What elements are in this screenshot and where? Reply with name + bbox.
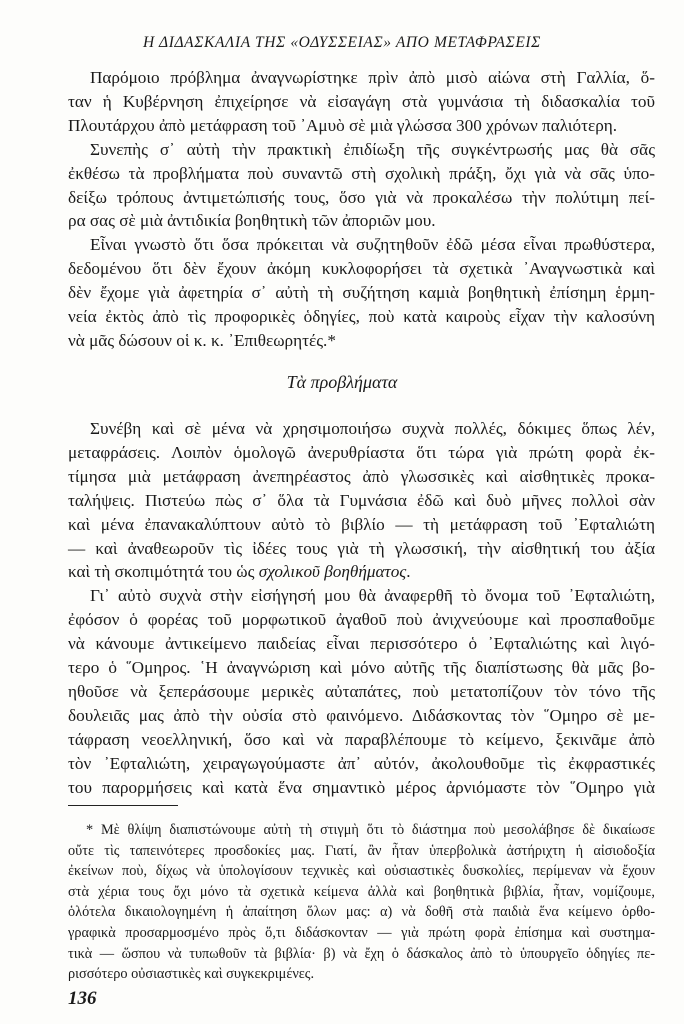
line-text: τὸν ᾿Εφταλιώτη, χειραγωγούμαστε ἀπ᾿ αὐτόν, ἀκολουθοῦμε τὶς ἐκφραστικές xyxy=(68,753,655,773)
text-line xyxy=(68,162,655,186)
line-text: Γι᾿ αὐτὸ συχνὰ στὴν εἰσήγησή μου θὰ ἀναφερθῆ τὸ ὄνομα τοῦ ᾿Εφταλιώτη, xyxy=(90,586,655,606)
text-line xyxy=(68,608,655,632)
text-line xyxy=(68,186,655,210)
text-line xyxy=(68,305,655,329)
text-line xyxy=(68,441,655,465)
text-line xyxy=(68,680,655,704)
text-line xyxy=(68,281,655,305)
running-head: Η ΔΙΔΑΣΚΑΛΙΑ ΤΗΣ «ΟΔΥΣΣΕΙΑΣ» ΑΠΟ ΜΕΤΑΦΡΑΣΕΙΣ xyxy=(143,34,541,51)
footnote-line: * Μὲ θλίψη διαπιστώνουμε αὐτὴ τὴ στιγμὴ ὅτι τὸ διάστημα ποὺ μεσολάβησε δὲ δικαίωσε xyxy=(86,822,655,838)
line-text: τερο ὁ ῞Ομηρος. ῾Η ἀναγνώριση καὶ μόνο αὐτῆς τῆς διαπίστωσης θὰ μᾶς βο- xyxy=(68,658,655,678)
text-line xyxy=(68,537,655,561)
text-line xyxy=(68,138,655,162)
text-line xyxy=(68,114,655,138)
line-text: Συνεπὴς σ᾿ αὐτὴ τὴν πρακτικὴ ἐπιδίωξη τῆς συγκέντρωσής μας θὰ σᾶς xyxy=(90,139,655,159)
line-text: δείξω τρόπους ἀντιμετώπισής τους, ὅσο γιὰ νὰ προκαλέσω τὴν πολύτιμη πεί- xyxy=(68,187,655,207)
text-line xyxy=(68,560,655,584)
body-section-2 xyxy=(68,417,655,800)
text-line xyxy=(68,329,655,353)
text-line xyxy=(68,632,655,656)
section-heading: Τὰ προβλήματα xyxy=(286,372,398,392)
line-text: ἐφόσον ὁ φορέας τοῦ μορφωτικοῦ ἀγαθοῦ ποὺ ἀνιχνεύουμε καὶ προσπαθοῦμε xyxy=(68,610,655,630)
line-text: ηθοῦσε νὰ ξεπεράσουμε μερικὲς αὐταπάτες, ποὺ μετατοπίζουν τὸν τόνο τῆς xyxy=(68,681,655,701)
line-text: τάφραση νεοελληνική, ὅσο καὶ νὰ παραβλέπουμε τὸ κείμενο, ξεκινᾶμε ἀπὸ xyxy=(68,729,655,749)
text-line xyxy=(68,584,655,608)
text-line xyxy=(68,66,655,90)
line-text: ταλήψεις. Πιστεύω πὼς σ᾿ ὅλα τὰ Γυμνάσια ἐδῶ καὶ δυὸ μῆνες πολλοὶ σὰν xyxy=(68,490,655,510)
text-line xyxy=(68,776,655,800)
text-line xyxy=(68,257,655,281)
line-text: μεταφράσεις. Λοιπὸν ὁμολογῶ ἀνερυθρίαστα ὅτι τώρα γιὰ πρώτη φορὰ ἐκ- xyxy=(68,442,655,462)
line-text: Εἶναι γνωστὸ ὅτι ὅσα πρόκειται νὰ συζητηθοῦν ἐδῶ μέσα εἶναι πρωθύστερα, xyxy=(90,235,655,255)
page-number: 136 xyxy=(68,988,97,1009)
line-text: τίμησα μιὰ μετάφραση ἀνεπηρέαστος ἀπὸ γλωσσικὲς καὶ αἰσθητικὲς προκα- xyxy=(68,466,655,486)
text-line xyxy=(68,656,655,680)
line-text: καὶ τὴ σκοπιμότητά του ὡς xyxy=(68,562,259,582)
line-text: καὶ μένα ἐπανακαλύπτουν αὐτὸ τὸ βιβλίο — τὴ μετάφραση τοῦ ᾿Εφταλιώτη xyxy=(68,514,655,534)
footnote-line: ἐκείνων ποὺ, δίχως νὰ ὑπολογίσουν τεχνικὲς καὶ οὐσιαστικὲς δυσκολίες, περίμεναν νὰ ἔχουν xyxy=(68,863,655,880)
footnote-line: στὰ χέρια τους ὄχι μόνο τὰ σχετικὰ κείμενα ἀλλὰ καὶ βοηθητικὰ βιβλία, ἦταν, νομίζουμε, xyxy=(68,883,655,900)
line-text: ἐκθέσω τὰ προβλήματα ποὺ συναντῶ στὴ σχολικὴ πράξη, ὄχι γιὰ νὰ σᾶς ὑπο- xyxy=(68,163,655,183)
text-line xyxy=(68,417,655,441)
line-text: — καὶ ἀναθεωροῦν τὶς ἰδέες τους γιὰ τὴ γλωσσική, τὴν αἰσθητική του ἀξία xyxy=(68,538,655,558)
footnote-line: ὁλότελα δικαιολογημένη ἡ ἀπαίτηση ὅλων μας: α) νὰ δοθῆ στὰ παιδιὰ ἕνα κείμενο ὀρθο- xyxy=(68,904,655,921)
line-text: Πλουτάρχου ἀπὸ μετάφραση τοῦ ᾿Αμυὸ σὲ μιὰ γλώσσα 300 χρόνων παλιότερη. xyxy=(68,115,618,135)
text-line xyxy=(68,233,655,257)
line-text: του παρορμήσεις καὶ κατὰ ἕνα σημαντικὸ μέρος ἀρνιόμαστε τὸν ῞Ομηρο γιὰ xyxy=(68,777,655,797)
line-text: νὰ κάνουμε ἀντικείμενο παιδείας εἶναι περισσότερο ὁ ᾿Εφταλιώτης καὶ λιγό- xyxy=(68,634,655,654)
line-text: ρα σας σὲ μιὰ ἀντιδικία βοηθητικὴ τῶν ἀποριῶν μου. xyxy=(68,211,436,231)
text-line xyxy=(68,513,655,537)
footnote-line: τικὰ — ὥσπου νὰ τυπωθοῦν τὰ βιβλία· β) νὰ ἔχη ὁ δάσκαλος ἀπὸ τὸ ὑπουργεῖο ὁδηγίες πε- xyxy=(68,945,655,962)
body-section-1 xyxy=(68,66,655,353)
text-line xyxy=(68,90,655,114)
line-text: δουλειᾶς μας ἀπὸ τὴν οὐσία στὸ φαινόμενο. Διδάσκοντας τὸν ῞Ομηρο σὲ με- xyxy=(68,705,655,725)
line-text: Παρόμοιο πρόβλημα ἀναγνωρίστηκε πρὶν ἀπὸ μισὸ αἰώνα στὴ Γαλλία, ὅ- xyxy=(90,68,655,87)
text-line xyxy=(68,752,655,776)
line-text: νεία ἐκτὸς ἀπὸ τὶς προφορικὲς ὁδηγίες, ποὺ κατὰ καιροὺς εἶχαν τὴν καλοσύνη xyxy=(68,307,655,327)
line-text: νὰ μᾶς δώσουν οἱ κ. κ. ᾿Επιθεωρητές.* xyxy=(68,330,336,350)
text-line xyxy=(68,728,655,752)
line-text: ταν ἡ Κυβέρνηση ἐπιχείρησε νὰ εἰσαγάγη στὰ γυμνάσια τὴ διδασκαλία τοῦ xyxy=(68,91,655,111)
footnote-divider xyxy=(68,805,178,806)
text-line xyxy=(68,209,655,233)
footnote-line: γραφικὰ προσαρμοσμένο πρὸς ὅ,τι διδάσκονταν — γιὰ πρώτη φορὰ ἐπίσημα καὶ συστημα- xyxy=(68,924,655,941)
footnote-line: οὔτε τὶς ταπεινότερες προσδοκίες μας. Γιατί, ἂν ἦταν ὑπερβολικὰ ἀστήριχτη ἡ αἰσιοδοξία xyxy=(68,842,655,859)
line-text: δεδομένου ὅτι δὲν ἔχουν ἀκόμη κυκλοφορήσει τὰ σχετικὰ ᾿Αναγνωστικὰ καὶ xyxy=(68,259,655,279)
text-line xyxy=(68,465,655,489)
italic-phrase: σχολικοῦ βοηθήματος xyxy=(258,562,407,582)
line-text: . xyxy=(406,562,411,582)
text-line xyxy=(68,489,655,513)
line-text: Συνέβη καὶ σὲ μένα νὰ χρησιμοποιήσω συχνὰ πολλές, δόκιμες ὅπως λέν, xyxy=(90,419,655,438)
line-text: δὲν ἔχομε γιὰ ἀφετηρία σ᾿ αὐτὴ τὴ συζήτηση καμιὰ βοηθητικὴ ἐπίσημη ἑρμη- xyxy=(68,283,655,303)
footnote-line: ρισσότερο οὐσιαστικὲς καὶ συγκεκριμένες. xyxy=(68,966,315,983)
footnote xyxy=(68,820,655,985)
text-line xyxy=(68,704,655,728)
